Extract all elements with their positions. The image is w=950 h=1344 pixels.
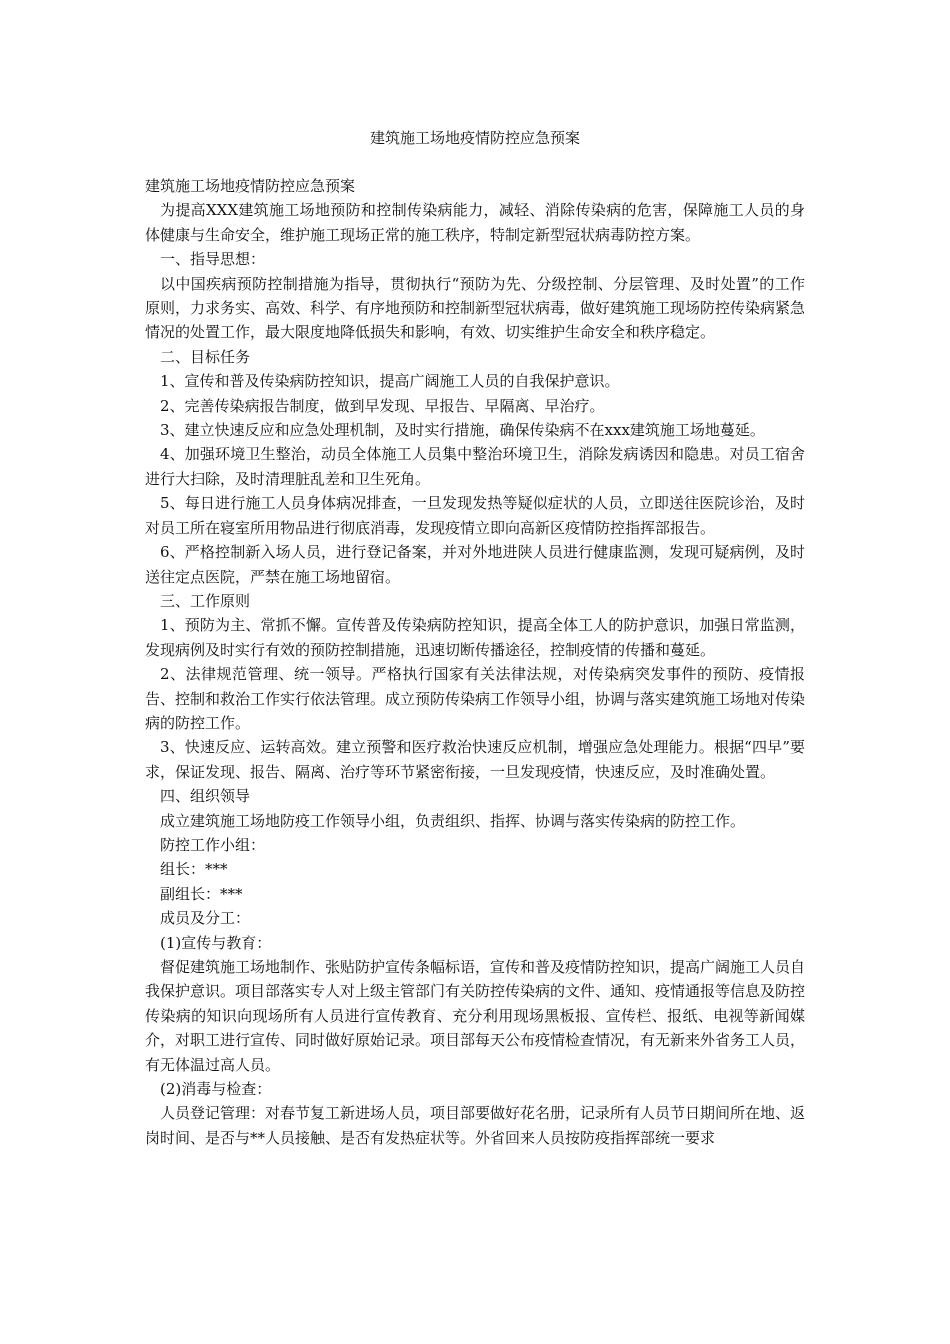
paragraph: 三、工作原则 — [160, 591, 251, 610]
paragraph: 6、严格控制新入场人员，进行登记备案，并对外地进陕人员进行健康监测，发现可疑病例，及时送往定点医院，严禁在施工场地留宿。 — [145, 543, 805, 586]
document-title: 建筑施工场地疫情防控应急预案 — [369, 129, 580, 147]
paragraph: 二、目标任务 — [160, 347, 251, 366]
paragraph: 成立建筑施工场地防疫工作领导小组，负责组织、指挥、协调与落实传染病的防控工作。 — [160, 811, 746, 830]
paragraph: 为提高XXX建筑施工场地预防和控制传染病能力，减轻、消除传染病的危害，保障施工人员的身体健康与生命安全，维护施工现场正常的施工秩序，特制定新型冠状病毒防控方案。 — [145, 201, 805, 244]
paragraph: (2)消毒与检查： — [160, 1080, 272, 1099]
paragraph: 3、建立快速反应和应急处理机制，及时实行措施，确保传染病不在xxx建筑施工场地蔓延。 — [160, 421, 765, 440]
paragraph: 4、加强环境卫生整治，动员全体施工人员集中整治环境卫生，消除发病诱因和隐患。对员工宿舍进行大扫除，及时清理脏乱差和卫生死角。 — [145, 445, 805, 488]
paragraph: 一、指导思想： — [160, 250, 266, 269]
paragraph: 以中国疾病预防控制措施为指导，贯彻执行“预防为先、分级控制、分层管理、及时处置”的工作原则，力求务实、高效、科学、有序地预防和控制新型冠状病毒，做好建筑施工现场防控传染病紧急情况的处置工作，最大限度地降低损失和影响，有效、切实维护生命安全和秩序稳定。 — [145, 274, 806, 342]
paragraph: 1、宣传和普及传染病防控知识，提高广阔施工人员的自我保护意识。 — [160, 372, 620, 391]
paragraph: (1)宣传与教育： — [160, 933, 272, 952]
paragraph: 2、法律规范管理、统一领导。严格执行国家有关法律法规，对传染病突发事件的预防、疫情报告、控制和救治工作实行依法管理。成立预防传染病工作领导小组，协调与落实建筑施工场地对传染病的防控工作。 — [145, 665, 806, 732]
paragraph: 组长：*** — [160, 860, 228, 879]
paragraph: 5、每日进行施工人员身体病况排查，一旦发现发热等疑似症状的人员，立即送往医院诊治，及时对员工所在寝室所用物品进行彻底消毒，发现疫情立即向高新区疫情防控指挥部报告。 — [145, 494, 805, 537]
paragraph: 2、完善传染病报告制度，做到早发现、早报告、早隔离、早治疗。 — [160, 396, 605, 415]
paragraph: 副组长：*** — [160, 884, 243, 903]
paragraph: 3、快速反应、运转高效。建立预警和医疗救治快速反应机制，增强应急处理能力。根据“四早”要求，保证发现、报告、隔离、治疗等环节紧密衔接，一旦发现疫情，快速反应，及时准确处置。 — [145, 738, 805, 781]
paragraph: 四、组织领导 — [160, 787, 251, 806]
paragraph: 人员登记管理：对春节复工新进场人员，项目部要做好花名册，记录所有人员节日期间所在地、返岗时间、是否与**人员接触、是否有发热症状等。外省回来人员按防疫指挥部统一要求 — [145, 1104, 806, 1147]
paragraph: 防控工作小组： — [160, 835, 266, 854]
paragraph: 成员及分工： — [160, 909, 251, 928]
paragraph: 1、预防为主、常抓不懈。宣传普及传染病防控知识，提高全体工人的防护意识，加强日常监测，发现病例及时实行有效的预防控制措施，迅速切断传播途径，控制疫情的传播和蔓延。 — [145, 616, 805, 659]
paragraph: 督促建筑施工场地制作、张贴防护宣传条幅标语，宣传和普及疫情防控知识，提高广阔施工人员自我保护意识。项目部落实专人对上级主管部门有关防控传染病的文件、通知、疫情通报等信息及防控传染病的知识向现场所有人员进行宣传教育、充分利用现场黑板报、宣传栏、报纸、电视等新闻媒介，对职工进行宣传、同时做好原始记录。项目部每天公布疫情检查情况，有无新来外省务工人员，有无体温过高人员。 — [145, 958, 806, 1074]
document-body — [145, 174, 805, 1150]
paragraph: 建筑施工场地疫情防控应急预案 — [145, 177, 356, 195]
